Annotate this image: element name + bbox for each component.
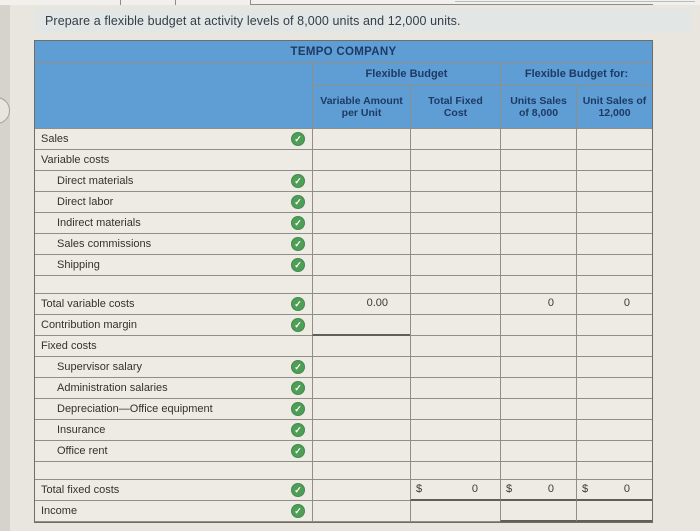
- input-units-12000[interactable]: [576, 480, 652, 501]
- row-label: Total variable costs: [41, 298, 135, 310]
- top-edge-tick: [175, 0, 176, 5]
- currency-symbol: $: [506, 483, 513, 495]
- check-icon: ✓: [291, 318, 305, 332]
- row-indirect-materials: [35, 213, 652, 234]
- row-office-rent: [35, 441, 652, 462]
- row-supervisor-salary: [35, 357, 652, 378]
- cell-value: 0: [547, 483, 554, 495]
- input-units-12000[interactable]: [576, 336, 652, 357]
- row-fixed-costs-header: [35, 336, 652, 357]
- row-total-variable-costs: [35, 294, 652, 315]
- section-label-cell: [35, 336, 312, 357]
- input-units-12000[interactable]: [576, 192, 652, 213]
- input-total-fixed-cost[interactable]: [410, 441, 500, 462]
- input-total-fixed-cost[interactable]: [410, 378, 500, 399]
- check-icon: ✓: [291, 483, 305, 497]
- input-units-12000[interactable]: [576, 420, 652, 441]
- input-total-fixed-cost[interactable]: [410, 480, 500, 501]
- input-units-12000[interactable]: [576, 501, 652, 522]
- cell-value: 0: [623, 297, 630, 309]
- input-variable-amount[interactable]: [312, 357, 410, 378]
- row-label: Administration salaries: [57, 382, 168, 394]
- input-units-8000[interactable]: [500, 378, 576, 399]
- check-icon: ✓: [291, 132, 305, 146]
- account-select-cell[interactable]: [35, 192, 312, 213]
- row-label: Total fixed costs: [41, 484, 120, 496]
- input-units-12000[interactable]: [576, 357, 652, 378]
- input-units-8000[interactable]: [500, 234, 576, 255]
- row-label: Insurance: [57, 424, 106, 436]
- input-units-12000[interactable]: [576, 378, 652, 399]
- check-icon: ✓: [291, 258, 305, 272]
- spacer-cell: [500, 462, 576, 480]
- cell-value: 0: [471, 483, 478, 495]
- spacer-cell: [576, 462, 652, 480]
- column-header-units-sales-8000: Units Sales of 8,000: [500, 86, 576, 128]
- input-units-8000[interactable]: [500, 255, 576, 276]
- top-edge-line: [250, 4, 653, 5]
- input-variable-amount[interactable]: [312, 171, 410, 192]
- input-total-fixed-cost[interactable]: [410, 501, 500, 522]
- check-icon: ✓: [291, 381, 305, 395]
- input-variable-amount[interactable]: [312, 378, 410, 399]
- input-units-8000[interactable]: [500, 336, 576, 357]
- row-income: [35, 501, 652, 522]
- input-total-fixed-cost[interactable]: [410, 129, 500, 150]
- input-total-fixed-cost[interactable]: [410, 213, 500, 234]
- table-header: [35, 63, 652, 129]
- left-margin-strip: [0, 0, 10, 531]
- row-label: Direct labor: [57, 196, 114, 208]
- row-sales: [35, 129, 652, 150]
- row-shipping: [35, 255, 652, 276]
- input-variable-amount[interactable]: [312, 315, 410, 336]
- input-variable-amount[interactable]: [312, 255, 410, 276]
- row-administration-salaries: [35, 378, 652, 399]
- input-total-fixed-cost[interactable]: [410, 357, 500, 378]
- input-variable-amount[interactable]: [312, 441, 410, 462]
- input-units-12000[interactable]: [576, 234, 652, 255]
- input-variable-amount[interactable]: [312, 234, 410, 255]
- input-variable-amount[interactable]: [312, 213, 410, 234]
- column-header-unit-sales-12000: Unit Sales of 12,000: [576, 86, 652, 128]
- flexible-budget-table: [34, 40, 653, 523]
- cell-value: 0: [547, 297, 554, 309]
- input-units-8000[interactable]: [500, 192, 576, 213]
- spacer-cell: [312, 276, 410, 294]
- account-select-cell[interactable]: [35, 129, 312, 150]
- row-label: Fixed costs: [41, 340, 97, 352]
- account-select-cell[interactable]: [35, 441, 312, 462]
- account-select-cell[interactable]: [35, 213, 312, 234]
- row-sales-commissions: [35, 234, 652, 255]
- row-label: Indirect materials: [57, 217, 141, 229]
- input-variable-amount[interactable]: [312, 150, 410, 171]
- spacer-cell: [35, 276, 312, 294]
- input-units-8000[interactable]: [500, 480, 576, 501]
- input-total-fixed-cost[interactable]: [410, 255, 500, 276]
- input-units-8000[interactable]: [500, 315, 576, 336]
- account-select-cell[interactable]: [35, 420, 312, 441]
- input-total-fixed-cost[interactable]: [410, 294, 500, 315]
- instruction-banner: [35, 9, 691, 33]
- group-header-flexible-budget: Flexible Budget: [312, 63, 500, 85]
- input-units-8000[interactable]: [500, 294, 576, 315]
- account-select-cell[interactable]: [35, 378, 312, 399]
- check-icon: ✓: [291, 297, 305, 311]
- check-icon: ✓: [291, 402, 305, 416]
- row-variable-costs-header: [35, 150, 652, 171]
- input-units-12000[interactable]: [576, 213, 652, 234]
- spacer-cell: [312, 462, 410, 480]
- check-icon: ✓: [291, 195, 305, 209]
- input-total-fixed-cost[interactable]: [410, 336, 500, 357]
- account-select-cell[interactable]: [35, 501, 312, 522]
- row-insurance: [35, 420, 652, 441]
- check-icon: ✓: [291, 237, 305, 251]
- currency-symbol: $: [582, 483, 589, 495]
- spacer-cell: [576, 276, 652, 294]
- input-units-8000[interactable]: [500, 420, 576, 441]
- row-label: Office rent: [57, 445, 108, 457]
- row-label: Direct materials: [57, 175, 134, 187]
- check-icon: ✓: [291, 174, 305, 188]
- input-total-fixed-cost[interactable]: [410, 399, 500, 420]
- input-variable-amount[interactable]: [312, 420, 410, 441]
- spacer-cell: [500, 276, 576, 294]
- input-units-8000[interactable]: [500, 213, 576, 234]
- input-units-12000[interactable]: [576, 150, 652, 171]
- account-select-cell[interactable]: [35, 480, 312, 501]
- top-edge-tick: [250, 0, 251, 5]
- input-variable-amount[interactable]: [312, 129, 410, 150]
- input-total-fixed-cost[interactable]: [410, 171, 500, 192]
- input-units-8000[interactable]: [500, 171, 576, 192]
- input-units-12000[interactable]: [576, 171, 652, 192]
- account-select-cell[interactable]: [35, 171, 312, 192]
- input-units-12000[interactable]: [576, 315, 652, 336]
- row-label: Income: [41, 505, 78, 517]
- table-body: [35, 129, 652, 522]
- account-select-cell[interactable]: [35, 294, 312, 315]
- check-icon: ✓: [291, 504, 305, 518]
- input-units-8000[interactable]: [500, 150, 576, 171]
- account-select-cell[interactable]: [35, 357, 312, 378]
- account-select-cell[interactable]: [35, 234, 312, 255]
- group-header-flexible-budget-for: Flexible Budget for:: [500, 63, 652, 85]
- input-total-fixed-cost[interactable]: [410, 234, 500, 255]
- input-units-12000[interactable]: [576, 294, 652, 315]
- input-units-8000[interactable]: [500, 129, 576, 150]
- account-select-cell[interactable]: [35, 255, 312, 276]
- cell-value: 0: [623, 483, 630, 495]
- section-label-cell: [35, 150, 312, 171]
- input-variable-amount[interactable]: [312, 480, 410, 501]
- instruction-text: Prepare a flexible budget at activity levels of 8,000 units and 12,000 units.: [45, 14, 461, 28]
- input-units-8000[interactable]: [500, 399, 576, 420]
- row-label: Variable costs: [41, 154, 110, 166]
- spacer-cell: [410, 462, 500, 480]
- input-total-fixed-cost[interactable]: [410, 315, 500, 336]
- spacer-cell: [410, 276, 500, 294]
- input-units-8000[interactable]: [500, 441, 576, 462]
- row-label: Contribution margin: [41, 319, 137, 331]
- input-total-fixed-cost[interactable]: [410, 420, 500, 441]
- input-variable-amount[interactable]: [312, 294, 410, 315]
- input-variable-amount[interactable]: [312, 336, 410, 357]
- spacer-cell: [35, 462, 312, 480]
- row-depreciation-office-equipment: [35, 399, 652, 420]
- column-header-total-fixed-cost: Total Fixed Cost: [410, 86, 500, 128]
- input-variable-amount[interactable]: [312, 192, 410, 213]
- row-label: Sales: [41, 133, 69, 145]
- input-total-fixed-cost[interactable]: [410, 192, 500, 213]
- account-select-cell[interactable]: [35, 315, 312, 336]
- input-variable-amount[interactable]: [312, 399, 410, 420]
- header-label-spacer: [35, 63, 312, 128]
- check-icon: ✓: [291, 444, 305, 458]
- column-header-variable-amount-per-unit: Variable Amount per Unit: [312, 86, 410, 128]
- top-edge-tick: [120, 0, 121, 5]
- top-edge-line-light: [455, 1, 695, 2]
- input-units-12000[interactable]: [576, 441, 652, 462]
- row-direct-materials: [35, 171, 652, 192]
- account-select-cell[interactable]: [35, 399, 312, 420]
- input-total-fixed-cost[interactable]: [410, 150, 500, 171]
- input-variable-amount[interactable]: [312, 501, 410, 522]
- table-title: TEMPO COMPANY: [35, 41, 652, 63]
- cell-value: 0.00: [366, 297, 388, 309]
- row-spacer: [35, 276, 652, 294]
- row-total-fixed-costs: [35, 480, 652, 501]
- row-spacer: [35, 462, 652, 480]
- row-label: Sales commissions: [57, 238, 152, 250]
- check-icon: ✓: [291, 360, 305, 374]
- row-contribution-margin: [35, 315, 652, 336]
- row-label: Supervisor salary: [57, 361, 142, 373]
- input-units-8000[interactable]: [500, 357, 576, 378]
- input-units-12000[interactable]: [576, 399, 652, 420]
- row-label: Shipping: [57, 259, 100, 271]
- input-units-12000[interactable]: [576, 255, 652, 276]
- input-units-12000[interactable]: [576, 129, 652, 150]
- input-units-8000[interactable]: [500, 501, 576, 522]
- currency-symbol: $: [416, 483, 423, 495]
- check-icon: ✓: [291, 423, 305, 437]
- row-direct-labor: [35, 192, 652, 213]
- check-icon: ✓: [291, 216, 305, 230]
- row-label: Depreciation—Office equipment: [57, 403, 213, 415]
